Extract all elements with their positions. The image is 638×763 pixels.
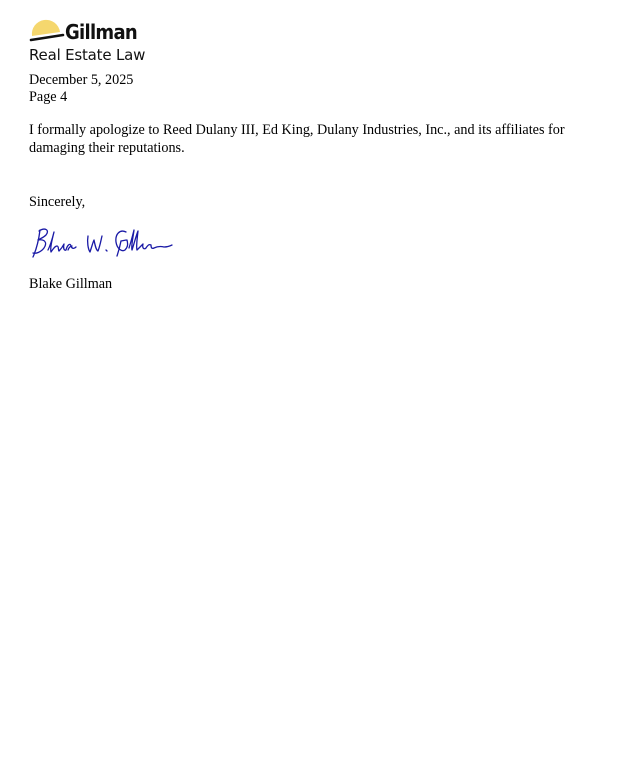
- signer-name: Blake Gillman: [29, 276, 113, 292]
- firm-name: Gillman: [65, 20, 137, 44]
- letterhead-logo: [29, 18, 169, 64]
- sun-horizon-icon: [29, 18, 65, 48]
- body-paragraph: I formally apologize to Reed Dulany III, Ed King, Dulany Industries, Inc., and its affiliates for damaging their reputations.: [29, 122, 565, 156]
- page-number: Page 4: [29, 89, 68, 105]
- letter-date: December 5, 2025: [29, 72, 134, 88]
- handwritten-signature: [30, 222, 175, 262]
- closing-salutation: Sincerely,: [29, 194, 86, 210]
- firm-tagline: Real Estate Law: [29, 46, 146, 64]
